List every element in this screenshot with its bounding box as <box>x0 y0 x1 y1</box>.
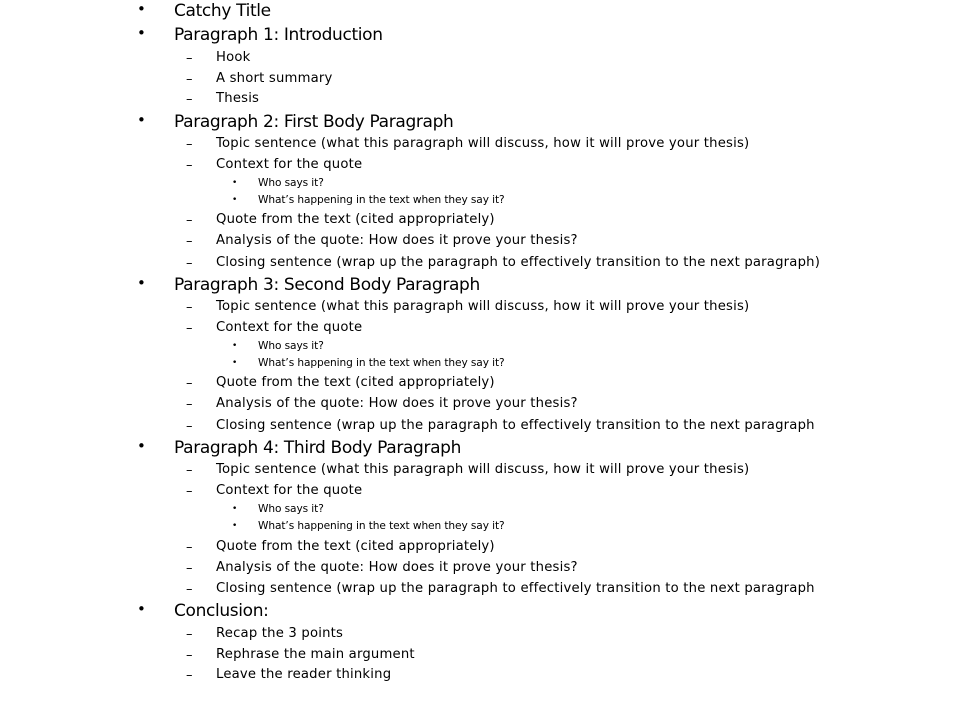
outline-subitem-text: Analysis of the quote: How does it prove your thesis? <box>216 560 578 575</box>
bullet-icon: • <box>137 437 146 455</box>
small-bullet-icon: • <box>232 341 238 351</box>
dash-icon: – <box>186 92 193 107</box>
outline-subitem-text: Topic sentence (what this paragraph will discuss, how it will prove your thesis) <box>216 299 750 314</box>
dash-icon: – <box>186 256 193 271</box>
outline-subitem-text: A short summary <box>216 71 333 86</box>
outline-heading-text: Conclusion: <box>174 601 269 621</box>
small-bullet-icon: • <box>232 195 238 205</box>
outline-subsubitem-text: What’s happening in the text when they say it? <box>258 194 505 206</box>
dash-icon: – <box>186 72 193 87</box>
outline-subitem-text: Closing sentence (wrap up the paragraph to effectively transition to the next paragraph <box>216 581 815 596</box>
dash-icon: – <box>186 561 193 576</box>
dash-icon: – <box>186 419 193 434</box>
dash-icon: – <box>186 397 193 412</box>
dash-icon: – <box>186 668 193 683</box>
dash-icon: – <box>186 321 193 336</box>
outline-subitem-text: Thesis <box>216 91 260 106</box>
outline-subitem-text: Context for the quote <box>216 483 363 498</box>
outline-subsubitem-text: Who says it? <box>258 177 324 189</box>
outline-subitem-text: Analysis of the quote: How does it prove your thesis? <box>216 233 578 248</box>
outline-subitem-text: Quote from the text (cited appropriately) <box>216 375 495 390</box>
outline-subitem-text: Analysis of the quote: How does it prove your thesis? <box>216 396 578 411</box>
outline-subitem-text: Topic sentence (what this paragraph will discuss, how it will prove your thesis) <box>216 462 750 477</box>
dash-icon: – <box>186 582 193 597</box>
small-bullet-icon: • <box>232 521 238 531</box>
outline-subsubitem-text: Who says it? <box>258 340 324 352</box>
dash-icon: – <box>186 137 193 152</box>
outline-subitem-text: Recap the 3 points <box>216 626 344 641</box>
outline-heading-text: Paragraph 4: Third Body Paragraph <box>174 438 462 458</box>
outline-subitem-text: Quote from the text (cited appropriately) <box>216 539 495 554</box>
outline-subitem-text: Closing sentence (wrap up the paragraph to effectively transition to the next paragraph) <box>216 255 821 270</box>
outline-subitem-text: Hook <box>216 50 251 65</box>
dash-icon: – <box>186 540 193 555</box>
bullet-icon: • <box>137 600 146 618</box>
outline-heading-text: Paragraph 3: Second Body Paragraph <box>174 275 480 295</box>
outline-subsubitem-text: What’s happening in the text when they say it? <box>258 520 505 532</box>
outline-subsubitem-text: Who says it? <box>258 503 324 515</box>
outline-subitem-text: Quote from the text (cited appropriately) <box>216 212 495 227</box>
outline-subitem-text: Leave the reader thinking <box>216 667 392 682</box>
outline-subitem-text: Context for the quote <box>216 320 363 335</box>
dash-icon: – <box>186 627 193 642</box>
small-bullet-icon: • <box>232 178 238 188</box>
dash-icon: – <box>186 648 193 663</box>
dash-icon: – <box>186 376 193 391</box>
dash-icon: – <box>186 234 193 249</box>
outline-heading-text: Paragraph 2: First Body Paragraph <box>174 112 454 132</box>
outline-heading-text: Catchy Title <box>174 1 271 21</box>
outline-subitem-text: Rephrase the main argument <box>216 647 415 662</box>
bullet-icon: • <box>137 111 146 129</box>
outline-subitem-text: Context for the quote <box>216 157 363 172</box>
bullet-icon: • <box>137 24 146 42</box>
small-bullet-icon: • <box>232 358 238 368</box>
dash-icon: – <box>186 463 193 478</box>
small-bullet-icon: • <box>232 504 238 514</box>
bullet-icon: • <box>137 0 146 18</box>
outline-subitem-text: Closing sentence (wrap up the paragraph to effectively transition to the next paragraph <box>216 418 815 433</box>
outline-subsubitem-text: What’s happening in the text when they say it? <box>258 357 505 369</box>
dash-icon: – <box>186 484 193 499</box>
dash-icon: – <box>186 51 193 66</box>
outline-heading-text: Paragraph 1: Introduction <box>174 25 383 45</box>
dash-icon: – <box>186 300 193 315</box>
outline-subitem-text: Topic sentence (what this paragraph will discuss, how it will prove your thesis) <box>216 136 750 151</box>
dash-icon: – <box>186 213 193 228</box>
bullet-icon: • <box>137 274 146 292</box>
dash-icon: – <box>186 158 193 173</box>
